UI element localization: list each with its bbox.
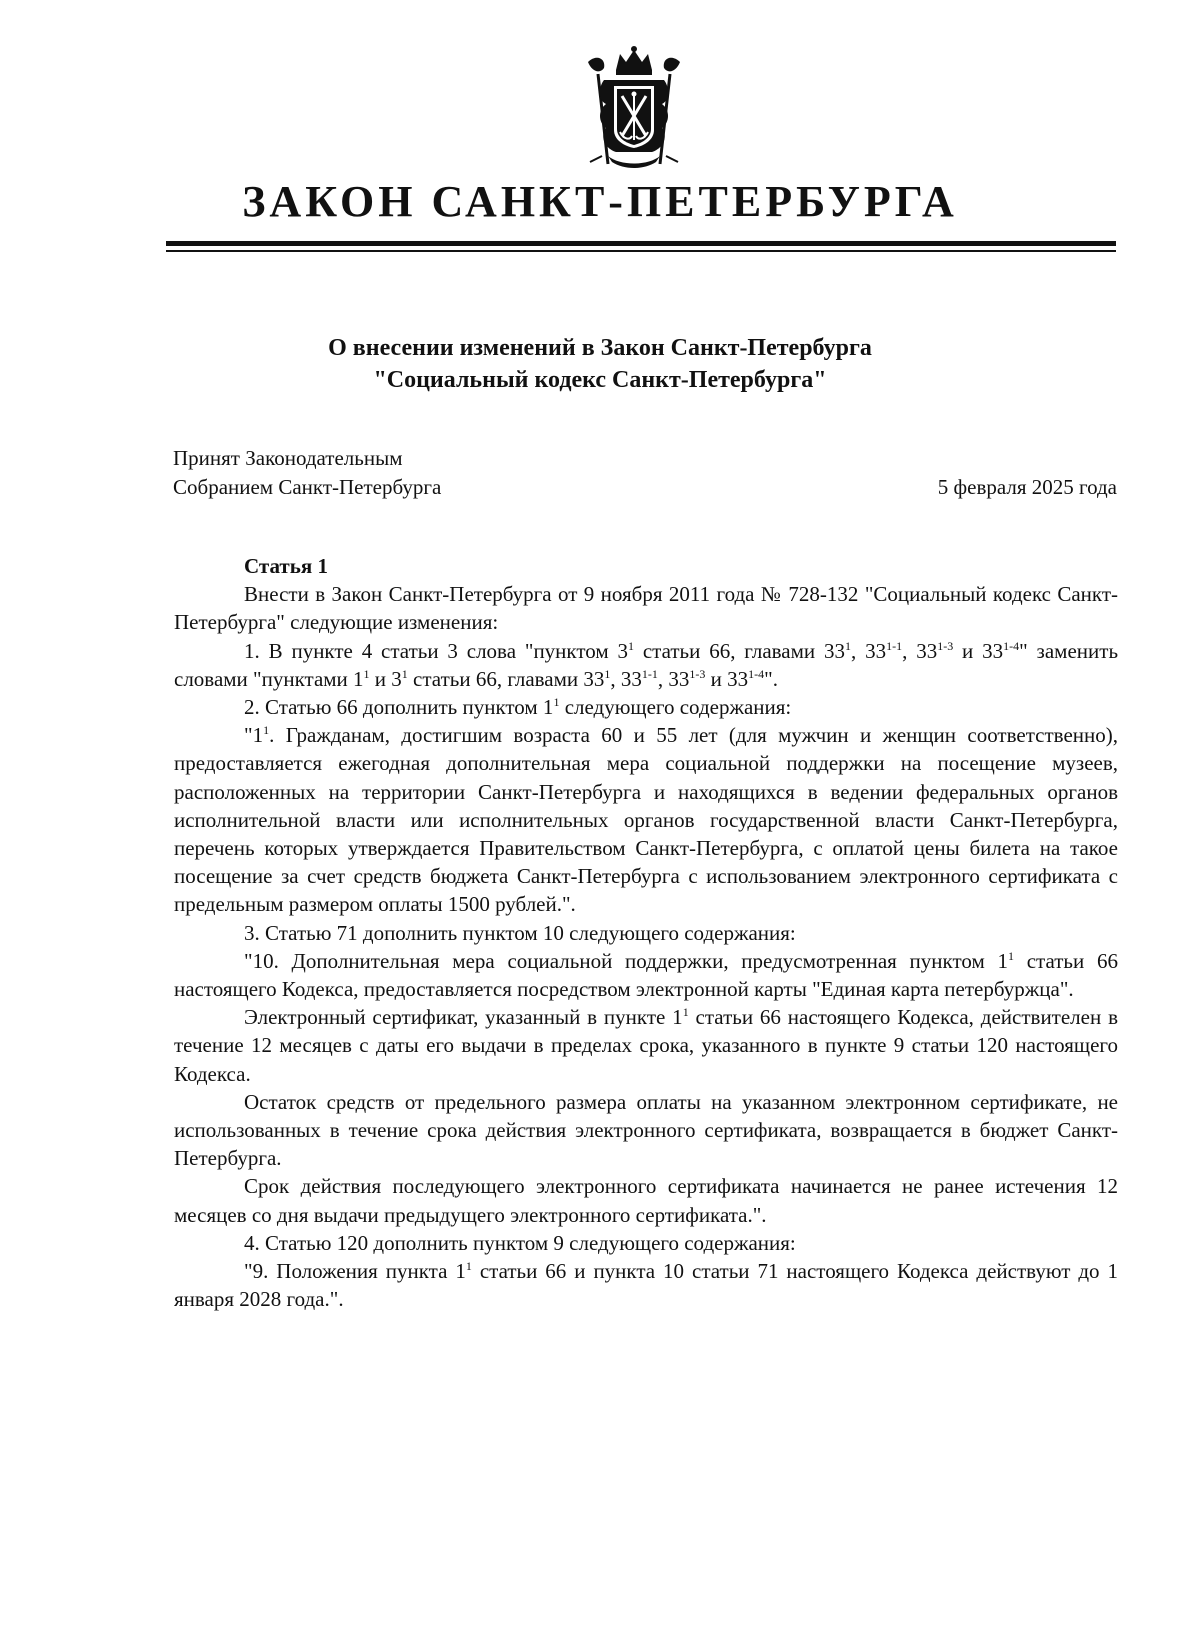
item-2: 2. Статью 66 дополнить пунктом $1^1$ следующего содержания: <box>244 695 792 720</box>
item-3-paragraph-1: "10. Дополнительная мера социальной поддержки, предусмотренная пунктом $1^1$ статьи 66 настоящего Кодекса, предоставляется посредством электронной карты "Единая карта петербуржца". <box>174 948 1118 1002</box>
article-body <box>174 552 1118 1313</box>
header-divider-thin <box>166 250 1116 252</box>
adopted-by <box>173 444 441 502</box>
subject-line-2: "Социальный кодекс Санкт-Петербурга" <box>373 367 827 393</box>
item-3-paragraph-3: Остаток средств от предельного размера оплаты на указанном электронном сертификате, не использованных в течение срока действия электронного сертификата, возвращается в бюджет Санкт-Петербурга. <box>174 1089 1118 1171</box>
adopted-date: 5 февраля 2025 года <box>937 475 1117 499</box>
item-1: 1. В пункте 4 статьи 3 слова "пунктом $3^1$ статьи 66, главами $33^1$, 33$^{1-1}$, 33$^{1-3}$ и 33$^{1-4}$" заменить словами "пунктами $1^1$ и $3^1$ статьи 66, главами $33^1$, 33$^{1-1}$, 33$^{1-3}$ и 33$^{1-4}$". <box>174 638 1119 691</box>
header-divider-thick <box>166 241 1116 246</box>
item-3: 3. Статью 71 дополнить пунктом 10 следующего содержания: <box>244 920 796 945</box>
item-4: 4. Статью 120 дополнить пунктом 9 следующего содержания: <box>244 1230 796 1255</box>
item-3-paragraph-4: Срок действия последующего электронного сертификата начинается не ранее истечения 12 месяцев со дня выдачи предыдущего электронного сертификата.". <box>174 1174 1118 1227</box>
article-intro: Внести в Закон Санкт-Петербурга от 9 ноября 2011 года № 728-132 "Социальный кодекс Санкт-Петербурга" следующие изменения: <box>174 582 1118 635</box>
article-heading: Статья 1 <box>244 554 328 578</box>
law-subject <box>0 332 1200 396</box>
law-title: ЗАКОН САНКТ-ПЕТЕРБУРГА <box>242 177 958 226</box>
item-4-text: "9. Положения пункта $1^1$ статьи 66 и пункта 10 статьи 71 настоящего Кодекса действуют до 1 января 2028 года.". <box>174 1259 1119 1312</box>
item-3-paragraph-2: Электронный сертификат, указанный в пункте $1^1$ статьи 66 настоящего Кодекса, действителен в течение 12 месяцев с даты его выдачи в пределах срока, указанного в пункте 9 статьи 120 настоящего Кодекса. <box>174 1005 1118 1086</box>
coat-of-arms-icon <box>568 44 700 174</box>
adopted-by-line-1: Принят Законодательным <box>173 446 403 470</box>
adopted-by-line-2: Собранием Санкт-Петербурга <box>173 475 442 499</box>
item-2-text: "$1^1$. Гражданам, достигшим возраста 60 и 55 лет (для мужчин и женщин соответственно), предоставляется ежегодная дополнительная мера социальной поддержки на посещение музеев, расположенных на территории Санкт-Петербурга и находящихся в ведении федеральных органов исполнительной власти или исполнительных органов государственной власти Санкт-Петербурга, перечень которых утверждается Правительством Санкт-Петербурга, с оплатой цены билета на такое посещение за счет средств бюджета Санкт-Петербурга с использованием электронного сертификата с предельным размером оплаты 1500 рублей.". <box>174 723 1118 917</box>
subject-line-1: О внесении изменений в Закон Санкт-Петербурга <box>328 335 872 361</box>
